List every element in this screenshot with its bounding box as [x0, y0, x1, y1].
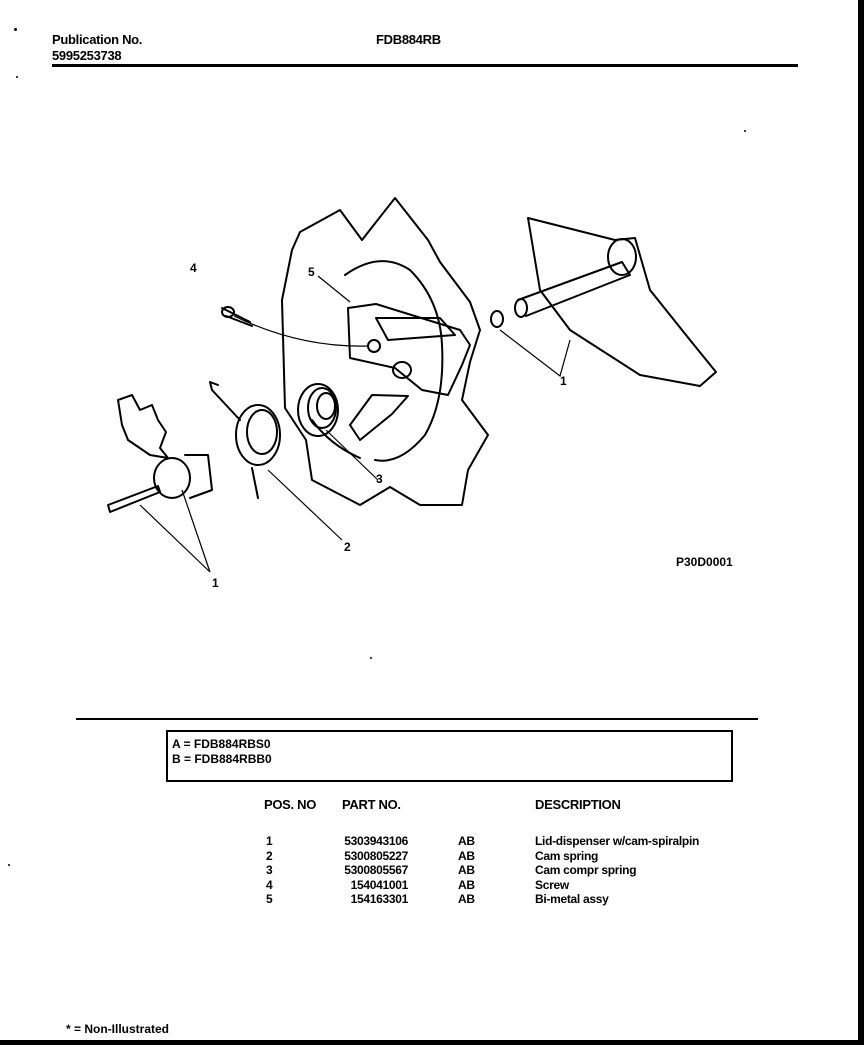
- part-cell: 5300805567: [344, 863, 408, 878]
- cam-torsion-spring-coil: [247, 410, 277, 454]
- publication-number: 5995253738: [52, 48, 122, 63]
- dispenser-body-outline: [282, 198, 488, 505]
- cam-compression-spring-coil: [317, 393, 335, 419]
- description-cell: Cam compr spring: [535, 863, 637, 878]
- code-cell: AB: [458, 848, 475, 863]
- callout-3: 3: [376, 472, 383, 486]
- model-number: FDB884RB: [376, 32, 441, 47]
- column-part: [320, 834, 408, 907]
- pos-cell: 1: [266, 834, 273, 848]
- section-rule: [76, 718, 758, 720]
- description-cell: Screw: [535, 877, 569, 892]
- callout-2: 2: [344, 540, 351, 554]
- description-cell: Lid-dispenser w/cam-spiralpin: [535, 834, 700, 848]
- leader-1-top: [500, 330, 570, 376]
- lid-dispenser-outline: [528, 218, 716, 386]
- pos-cell: 3: [266, 863, 273, 878]
- col-header-description: DESCRIPTION: [535, 797, 621, 812]
- description-cell: Cam spring: [535, 848, 599, 863]
- column-description: [535, 834, 755, 907]
- part-cell: 154163301: [350, 892, 408, 907]
- lid-shaft-end: [515, 299, 527, 317]
- code-cell: AB: [458, 877, 475, 892]
- model-legend-box: [166, 730, 733, 782]
- code-cell: AB: [458, 892, 475, 907]
- pos-cell: 4: [266, 877, 273, 892]
- callout-1-cam: 1: [212, 576, 219, 590]
- scan-speck: [14, 28, 17, 31]
- figure-id: P30D0001: [676, 555, 733, 569]
- description-cell: Bi-metal assy: [535, 892, 609, 907]
- leader-3: [326, 430, 378, 480]
- header-rule: [52, 64, 798, 67]
- callout-5: 5: [308, 265, 315, 279]
- legend-line-a: A = FDB884RBS0: [172, 737, 271, 751]
- scan-speck: [16, 76, 18, 78]
- column-pos: [266, 834, 286, 907]
- part-cell: 5303943106: [344, 834, 408, 848]
- spiral-pin: [108, 486, 160, 512]
- callout-1-lid: 1: [560, 374, 567, 388]
- part-cell: 5300805227: [344, 848, 408, 863]
- column-code: [458, 834, 488, 907]
- code-cell: AB: [458, 834, 475, 848]
- scan-speck: [370, 657, 372, 659]
- exploded-parts-diagram: [0, 180, 760, 600]
- bimetal-screw-hole: [368, 340, 380, 352]
- non-illustrated-note: * = Non-Illustrated: [66, 1022, 170, 1036]
- leader-5: [318, 276, 350, 302]
- scan-speck: [8, 864, 10, 866]
- cam-torsion-spring: [236, 405, 280, 465]
- pos-cell: 5: [266, 892, 273, 907]
- o-ring-washer: [491, 311, 503, 327]
- page-border-right: [858, 0, 864, 1045]
- cam-flange: [118, 395, 168, 458]
- legend-line-b: B = FDB884RBB0: [172, 752, 272, 766]
- pos-cell: 2: [266, 848, 273, 863]
- scan-speck: [744, 130, 746, 132]
- lid-hub: [608, 239, 636, 275]
- page-border-bottom: [0, 1040, 864, 1045]
- part-cell: 154041001: [350, 877, 408, 892]
- callout-4: 4: [190, 261, 197, 275]
- code-cell: AB: [458, 863, 475, 878]
- bimetal-top: [376, 318, 455, 340]
- publication-label: Publication No.: [52, 32, 143, 47]
- cam-lever: [350, 395, 408, 440]
- leader-1-bottom: [140, 490, 210, 572]
- col-header-part: PART NO.: [342, 797, 401, 812]
- bimetal-post: [393, 362, 411, 378]
- leader-2: [268, 470, 342, 540]
- col-header-pos: POS. NO: [264, 797, 317, 812]
- spring-legs: [210, 382, 258, 498]
